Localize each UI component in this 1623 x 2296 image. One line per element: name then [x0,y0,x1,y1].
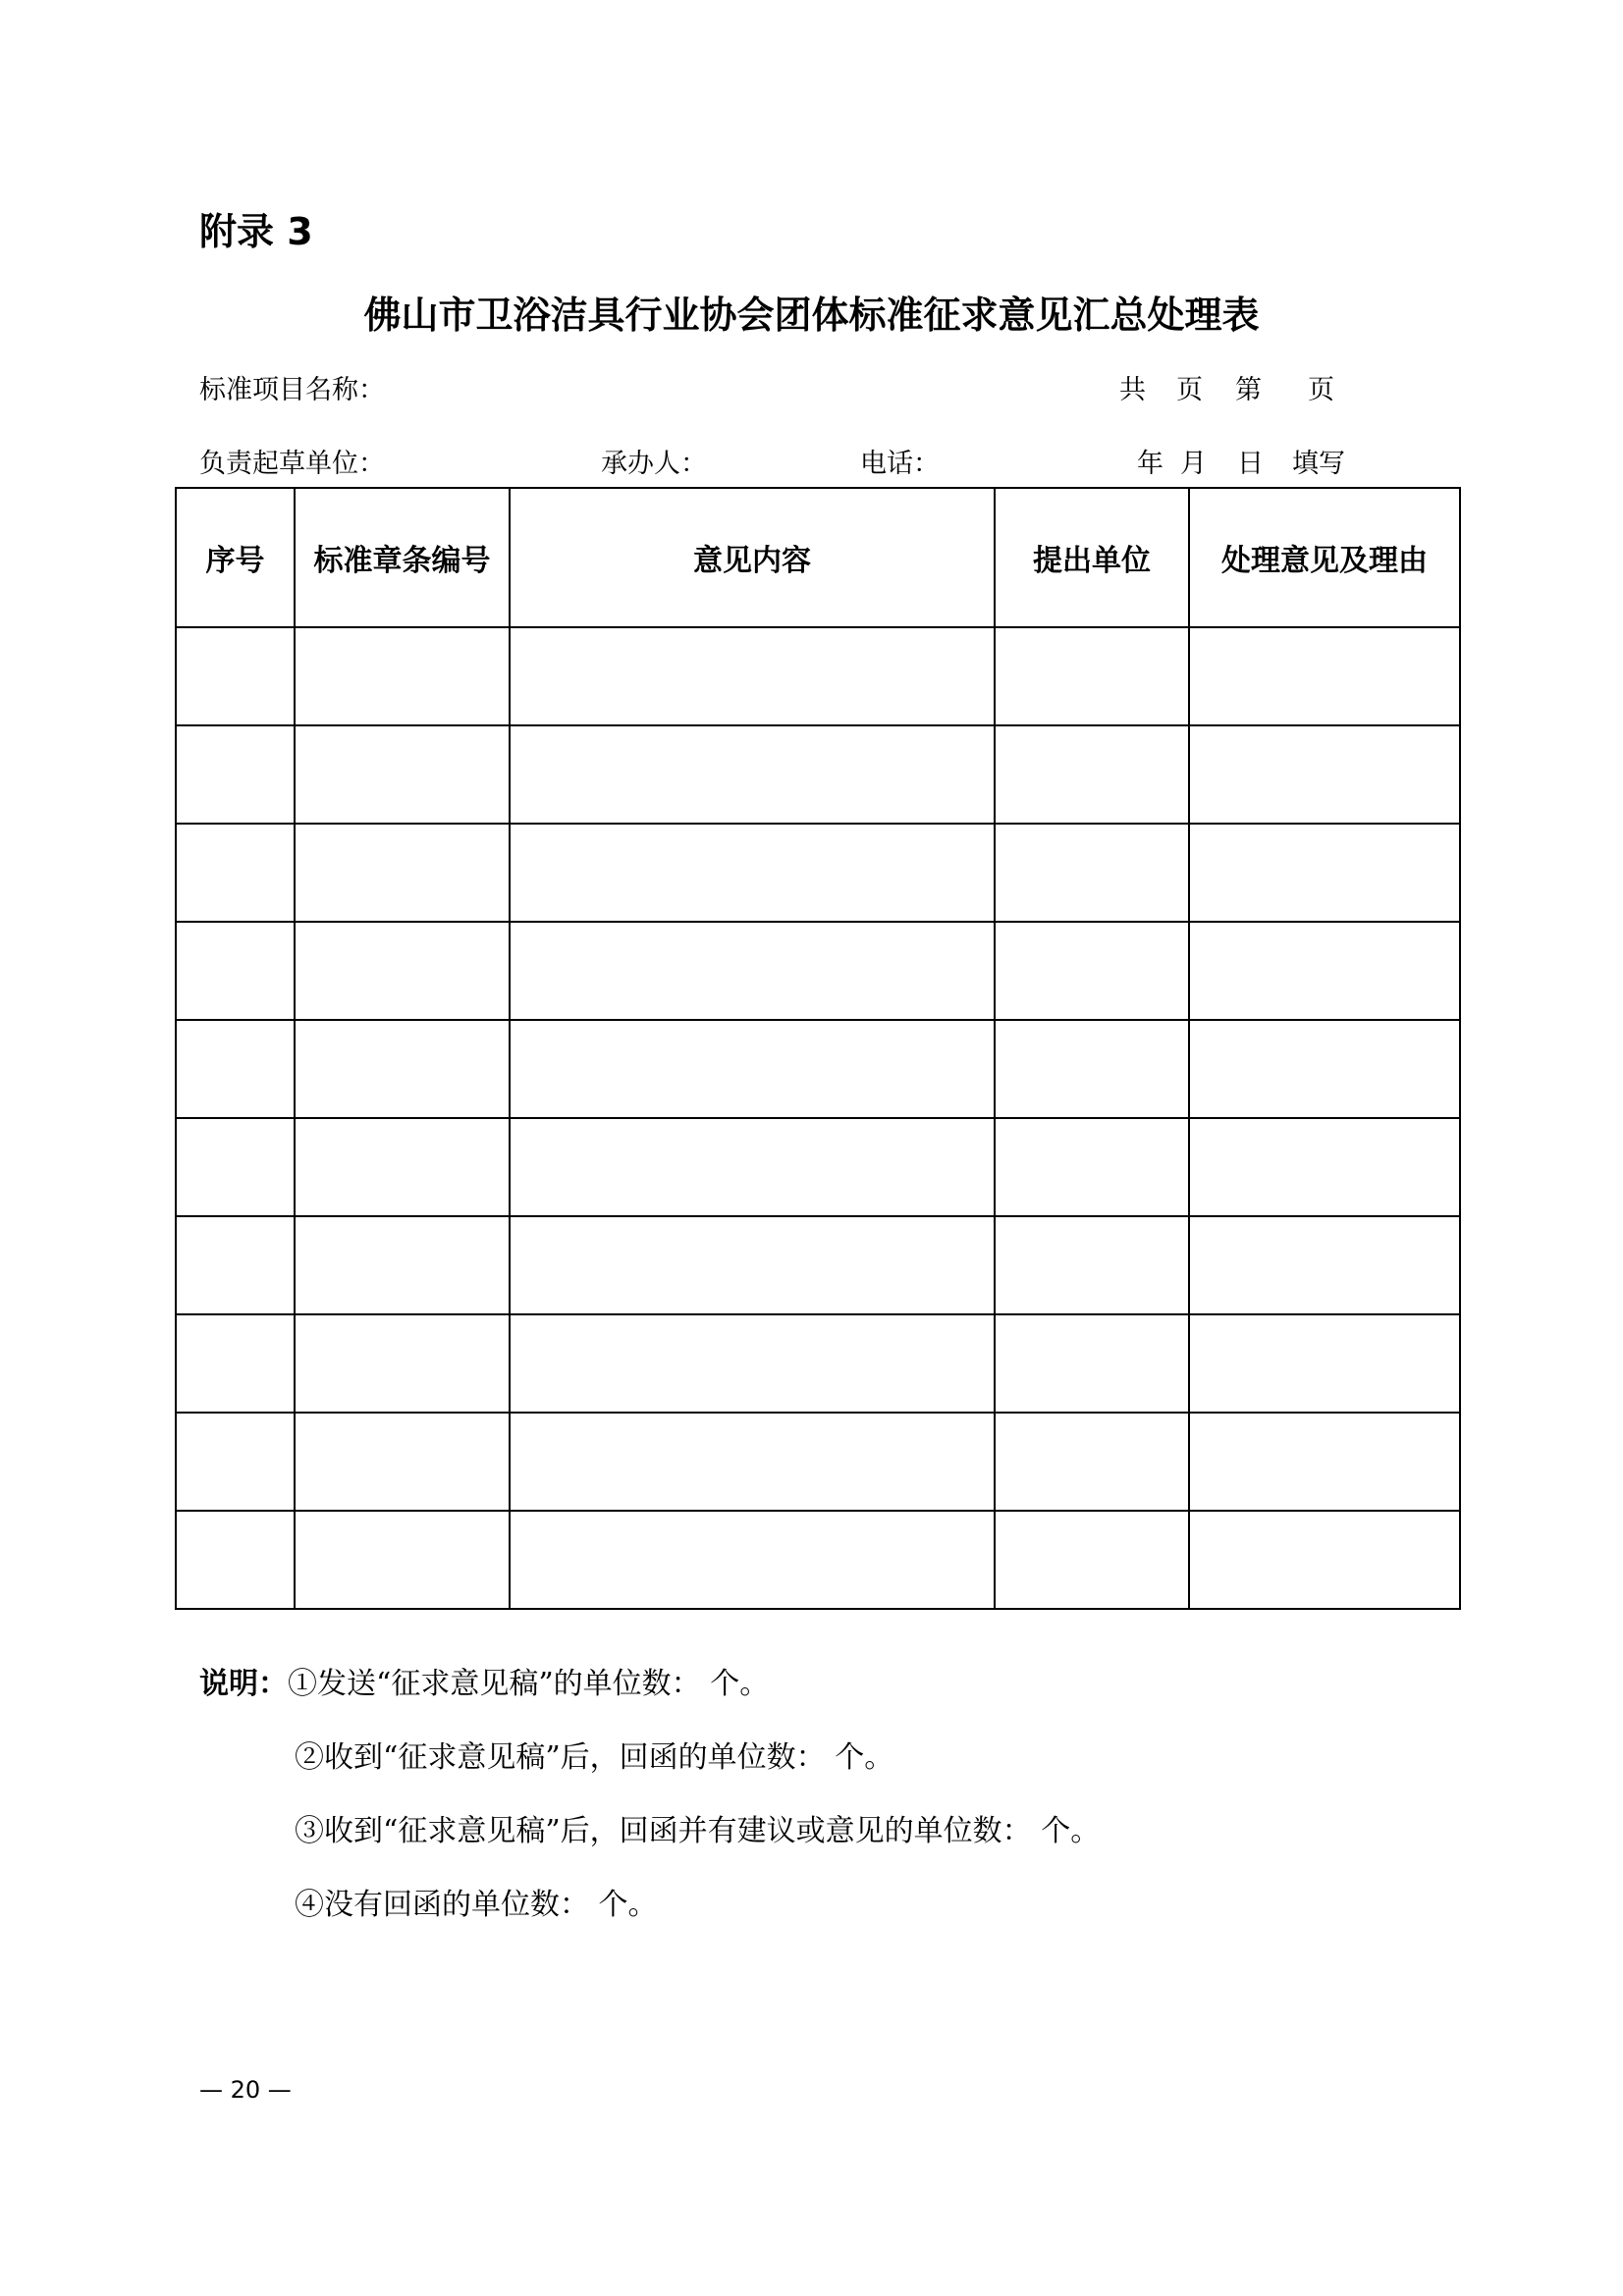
cell-serial-number[interactable] [176,1118,295,1216]
cell-submitting-unit[interactable] [995,1216,1189,1314]
notes-lead: 说明： [199,1667,288,1701]
cell-opinion-content[interactable] [510,627,995,725]
cell-opinion-content[interactable] [510,824,995,922]
form-title: 佛山市卫浴洁具行业协会团体标准征求意见汇总处理表 [363,294,1260,337]
fill-label: 填写 [1292,449,1345,479]
table-row [176,1118,1460,1216]
page-number: — 20 — [199,2076,292,2104]
cell-clause-number[interactable] [295,1511,510,1609]
drafting-unit-label: 负责起草单位： [199,449,385,479]
cell-serial-number[interactable] [176,1020,295,1118]
cell-handling-opinion[interactable] [1189,1314,1460,1413]
cell-handling-opinion[interactable] [1189,922,1460,1020]
table-body [176,627,1460,1609]
cell-handling-opinion[interactable] [1189,824,1460,922]
cell-handling-opinion[interactable] [1189,1511,1460,1609]
nth-label: 第 [1235,375,1262,405]
cell-opinion-content[interactable] [510,1020,995,1118]
year-label: 年 [1137,449,1163,479]
day-label: 日 [1237,449,1264,479]
table-row [176,922,1460,1020]
project-name-label: 标准项目名称： [199,375,385,405]
cell-clause-number[interactable] [295,824,510,922]
table-row [176,725,1460,824]
cell-submitting-unit[interactable] [995,1020,1189,1118]
cell-submitting-unit[interactable] [995,1511,1189,1609]
cell-clause-number[interactable] [295,922,510,1020]
cell-handling-opinion[interactable] [1189,627,1460,725]
cell-serial-number[interactable] [176,627,295,725]
cell-opinion-content[interactable] [510,725,995,824]
cell-serial-number[interactable] [176,1413,295,1511]
table-row [176,1216,1460,1314]
note-line-1 [199,1659,769,1702]
cell-serial-number[interactable] [176,725,295,824]
header-serial-number: 序号 [176,488,295,627]
cell-clause-number[interactable] [295,1216,510,1314]
phone-label: 电话： [860,449,940,479]
cell-clause-number[interactable] [295,1118,510,1216]
cell-opinion-content[interactable] [510,922,995,1020]
table-row [176,1413,1460,1511]
cell-submitting-unit[interactable] [995,922,1189,1020]
cell-opinion-content[interactable] [510,1413,995,1511]
table-row [176,1511,1460,1609]
header-opinion-content: 意见内容 [510,488,995,627]
cell-submitting-unit[interactable] [995,1413,1189,1511]
note-item-3: ③收到“征求意见稿”后，回函并有建议或意见的单位数： 个。 [295,1814,1101,1848]
header-clause-number: 标准章条编号 [295,488,510,627]
cell-serial-number[interactable] [176,1511,295,1609]
cell-handling-opinion[interactable] [1189,1020,1460,1118]
pages-label-2: 页 [1308,375,1334,405]
cell-submitting-unit[interactable] [995,627,1189,725]
cell-opinion-content[interactable] [510,1314,995,1413]
cell-handling-opinion[interactable] [1189,1413,1460,1511]
cell-clause-number[interactable] [295,1020,510,1118]
month-label: 月 [1180,449,1207,479]
note-item-4: ④没有回函的单位数： 个。 [295,1888,658,1922]
cell-submitting-unit[interactable] [995,824,1189,922]
table-row [176,824,1460,922]
cell-submitting-unit[interactable] [995,725,1189,824]
header-submitting-unit: 提出单位 [995,488,1189,627]
cell-serial-number[interactable] [176,1314,295,1413]
cell-submitting-unit[interactable] [995,1118,1189,1216]
opinion-summary-table [175,487,1461,1610]
cell-clause-number[interactable] [295,725,510,824]
cell-handling-opinion[interactable] [1189,1118,1460,1216]
note-item-1: ①发送“征求意见稿”的单位数： 个。 [288,1667,770,1701]
note-item-2: ②收到“征求意见稿”后，回函的单位数： 个。 [295,1740,894,1775]
table-row [176,1314,1460,1413]
cell-opinion-content[interactable] [510,1118,995,1216]
header-handling-opinion: 处理意见及理由 [1189,488,1460,627]
cell-handling-opinion[interactable] [1189,1216,1460,1314]
cell-serial-number[interactable] [176,824,295,922]
cell-opinion-content[interactable] [510,1216,995,1314]
handler-label: 承办人： [601,449,707,479]
cell-serial-number[interactable] [176,922,295,1020]
pages-label-1: 页 [1176,375,1203,405]
appendix-label: 附录 3 [199,210,313,253]
table-header-row [176,488,1460,627]
cell-clause-number[interactable] [295,1314,510,1413]
cell-opinion-content[interactable] [510,1511,995,1609]
cell-serial-number[interactable] [176,1216,295,1314]
table-row [176,1020,1460,1118]
total-label: 共 [1119,375,1146,405]
cell-clause-number[interactable] [295,627,510,725]
cell-handling-opinion[interactable] [1189,725,1460,824]
cell-clause-number[interactable] [295,1413,510,1511]
cell-submitting-unit[interactable] [995,1314,1189,1413]
table-row [176,627,1460,725]
